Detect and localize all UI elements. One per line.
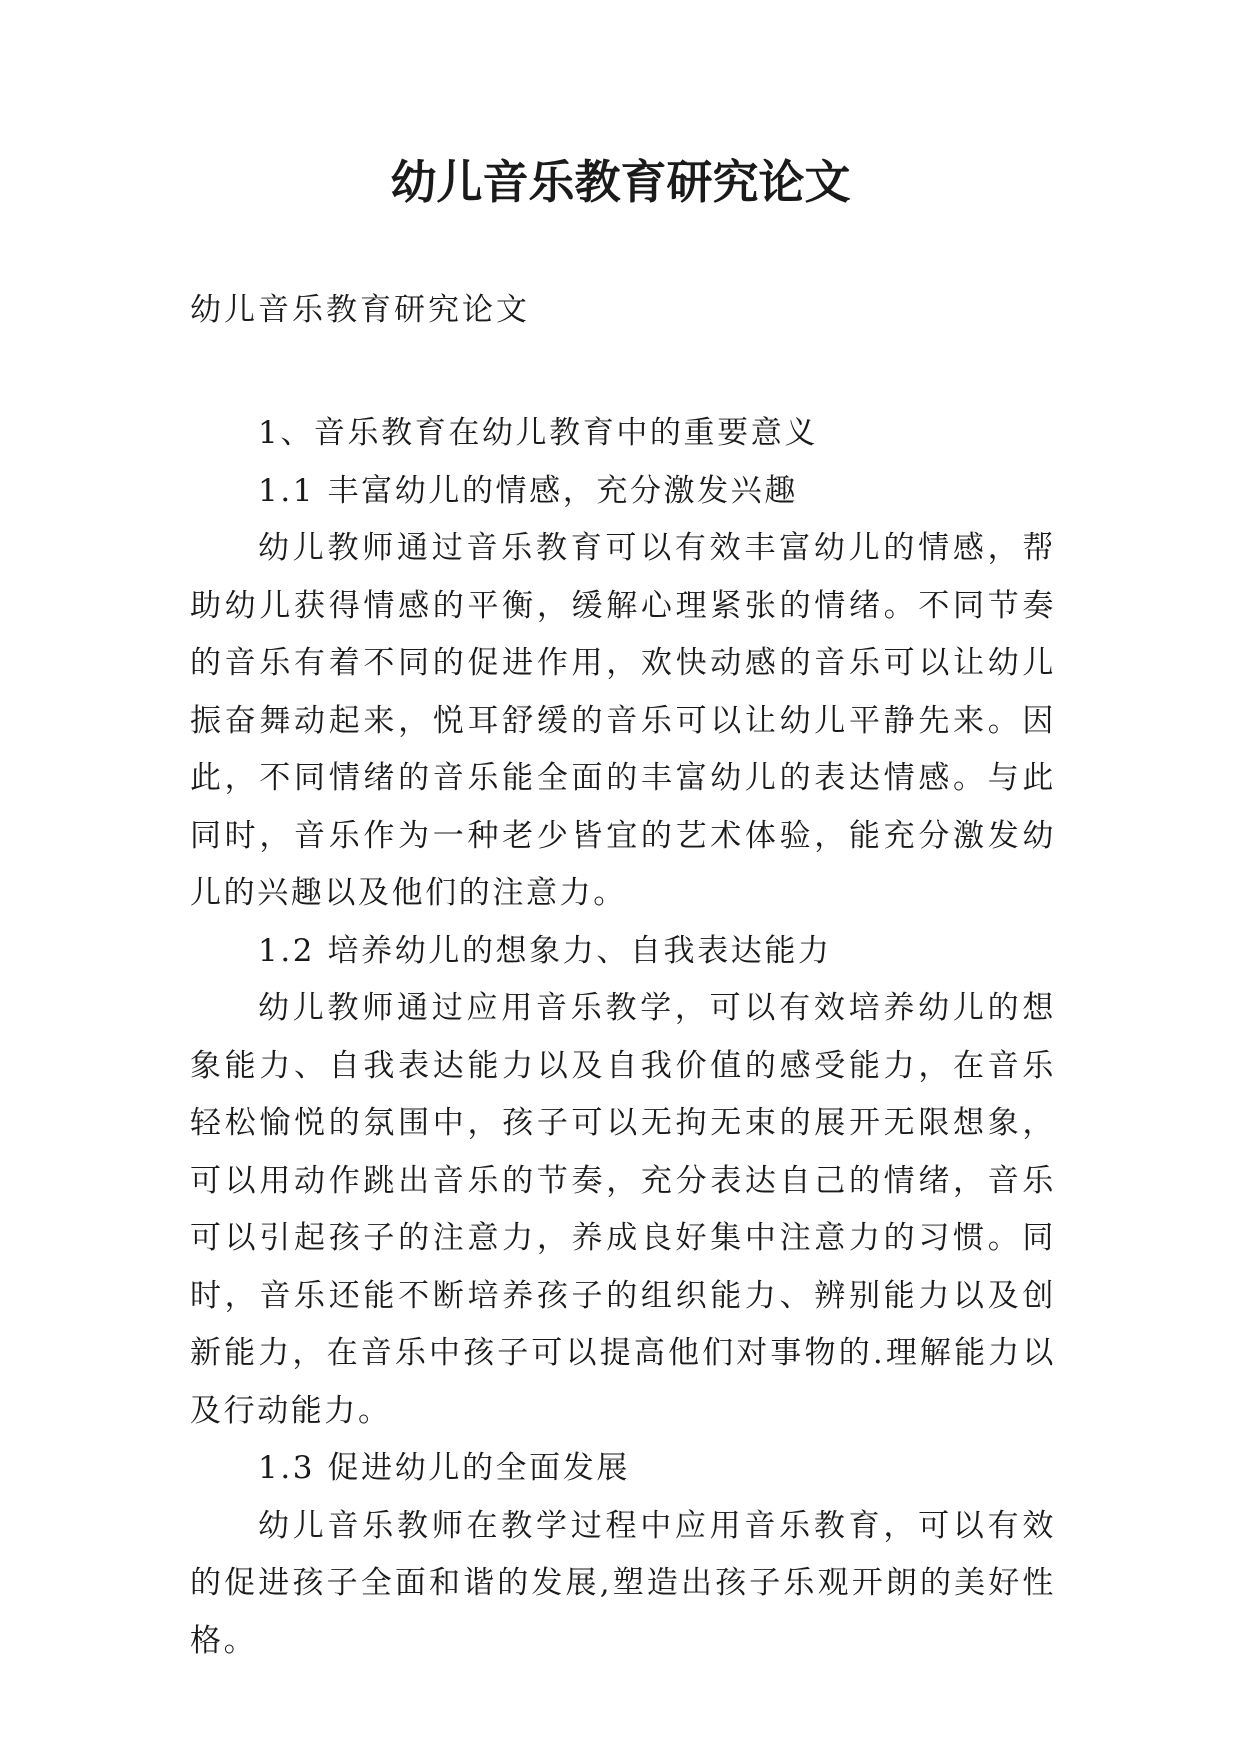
document-title: 幼儿音乐教育研究论文: [390, 155, 851, 209]
document-body: [190, 405, 1056, 1670]
section-1-1-heading: 1.1 丰富幼儿的情感，充分激发兴趣: [258, 472, 798, 509]
section-1-3-paragraph: 幼儿音乐教师在教学过程中应用音乐教育，可以有效的促进孩子全面和谐的发展,塑造出孩子乐观开朗的美好性格。: [190, 1507, 1056, 1659]
section-1-3-heading: 1.3 促进幼儿的全面发展: [258, 1450, 630, 1486]
document-subtitle: 幼儿音乐教育研究论文: [190, 292, 530, 328]
section-1-2-heading: 1.2 培养幼儿的想象力、自我表达能力: [258, 932, 832, 969]
section-1-heading: 1、音乐教育在幼儿教育中的重要意义: [258, 415, 818, 451]
section-1-2-paragraph: 幼儿教师通过应用音乐教学，可以有效培养幼儿的想象能力、自我表达能力以及自我价值的感受能力，在音乐轻松愉悦的氛围中，孩子可以无拘无束的展开无限想象，可以用动作跳出音乐的节奏，充分表达自己的情绪，音乐可以引起孩子的注意力，养成良好集中注意力的习惯。同时，音乐还能不断培养孩子的组织能力、辨别能力以及创新能力，在音乐中孩子可以提高他们对事物的.理解能力以及行动能力。: [190, 990, 1056, 1429]
section-1-1-paragraph: 幼儿教师通过音乐教育可以有效丰富幼儿的情感，帮助幼儿获得情感的平衡，缓解心理紧张的情绪。不同节奏的音乐有着不同的促进作用，欢快动感的音乐可以让幼儿振奋舞动起来，悦耳舒缓的音乐可以让幼儿平静先来。因此，不同情绪的音乐能全面的丰富幼儿的表达情感。与此同时，音乐作为一种老少皆宜的艺术体验，能充分激发幼儿的兴趣以及他们的注意力。: [190, 530, 1056, 911]
